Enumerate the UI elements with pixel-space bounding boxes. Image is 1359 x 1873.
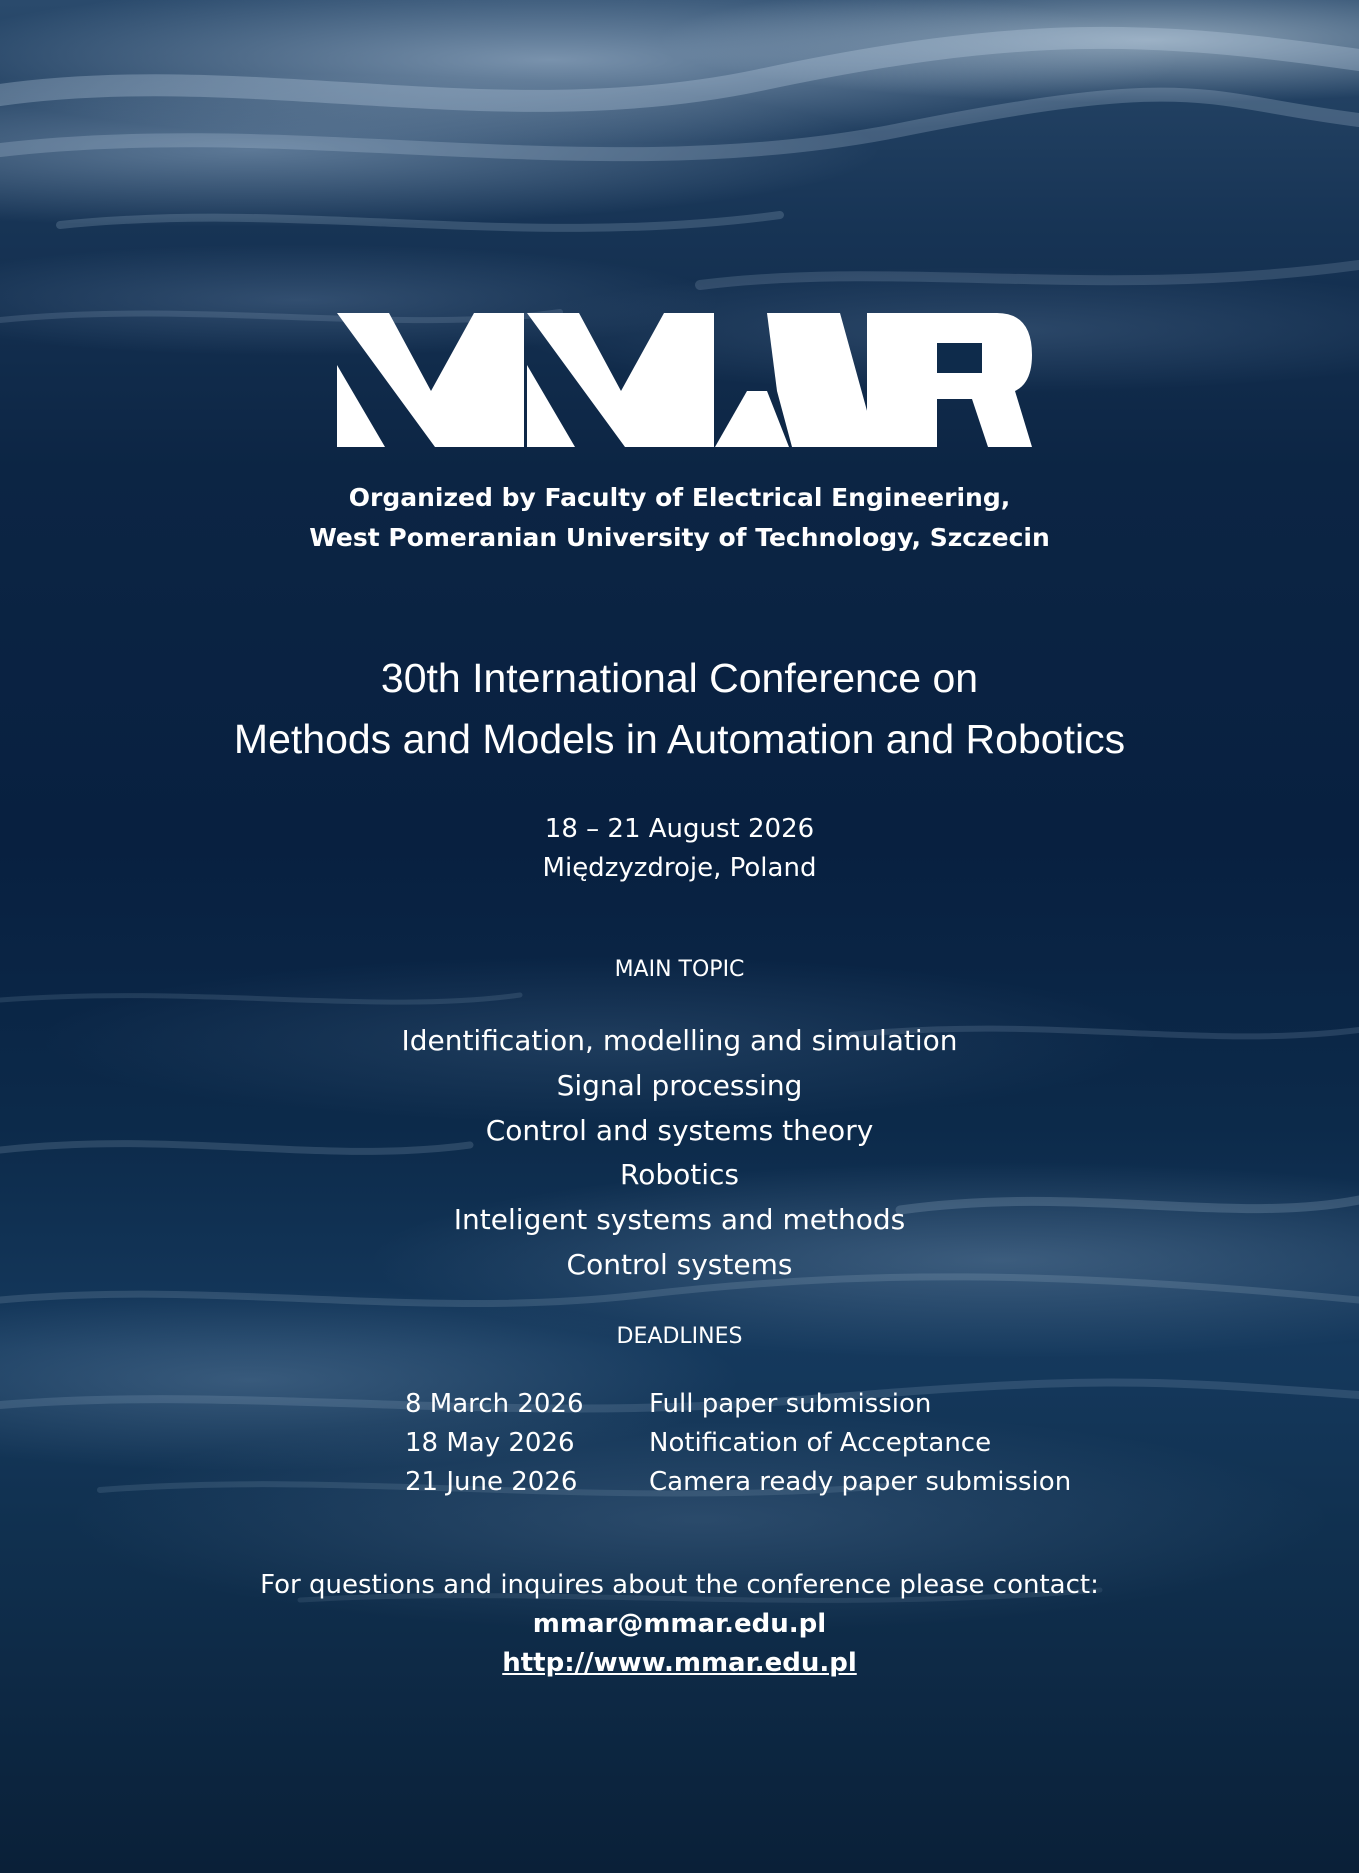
logo-letter-a [767, 313, 877, 447]
topic-item: Control and systems theory [485, 1113, 874, 1147]
deadline-event: Full paper submission [649, 1389, 932, 1419]
main-topic-list [0, 1019, 1359, 1288]
deadline-date: 8 March 2026 [405, 1389, 584, 1419]
logo-letter-a-foot [715, 391, 789, 447]
deadlines-table [405, 1385, 1071, 1502]
conference-dates: 18 – 21 August 2026 [544, 814, 815, 844]
topic-item: Identification, modelling and simulation [401, 1024, 958, 1057]
mmar-logo [337, 313, 1032, 447]
deadlines-heading: DEADLINES [616, 1324, 743, 1349]
deadline-row [405, 1424, 1071, 1463]
deadline-date: 21 June 2026 [405, 1467, 578, 1497]
deadline-date: 18 May 2026 [405, 1428, 575, 1458]
deadline-event: Camera ready paper submission [649, 1467, 1072, 1497]
main-topic-heading: MAIN TOPIC [614, 957, 745, 982]
deadline-row [405, 1385, 1071, 1424]
organizer [0, 478, 1359, 558]
logo-letter-m1-foot [337, 365, 385, 447]
conference-location: Międzyzdroje, Poland [542, 853, 817, 883]
organizer-line-1: Organized by Faculty of Electrical Engineering, [348, 483, 1011, 512]
topic-item: Inteligent systems and methods [453, 1203, 906, 1237]
conference-title-line-1: 30th International Conference on [380, 655, 979, 701]
logo-letter-m2-foot [527, 365, 575, 447]
organizer-line-2: West Pomeranian University of Technology, Szczecin [309, 523, 1050, 552]
topic-item: Robotics [620, 1158, 739, 1192]
conference-title [0, 648, 1359, 770]
website-link[interactable]: http://www.mmar.edu.pl [502, 1648, 857, 1678]
deadline-row [405, 1463, 1071, 1502]
topic-item: Signal processing [556, 1068, 803, 1102]
topic-item: Control systems [566, 1247, 793, 1281]
conference-date-location [0, 810, 1359, 888]
contact-intro: For questions and inquires about the conference please contact: [260, 1570, 1099, 1600]
logo-letter-r [867, 313, 1032, 447]
conference-title-line-2: Methods and Models in Automation and Robotics [233, 716, 1126, 762]
contact-email[interactable]: mmar@mmar.edu.pl [532, 1609, 827, 1639]
contact-section [0, 1566, 1359, 1683]
deadline-event: Notification of Acceptance [649, 1428, 992, 1458]
